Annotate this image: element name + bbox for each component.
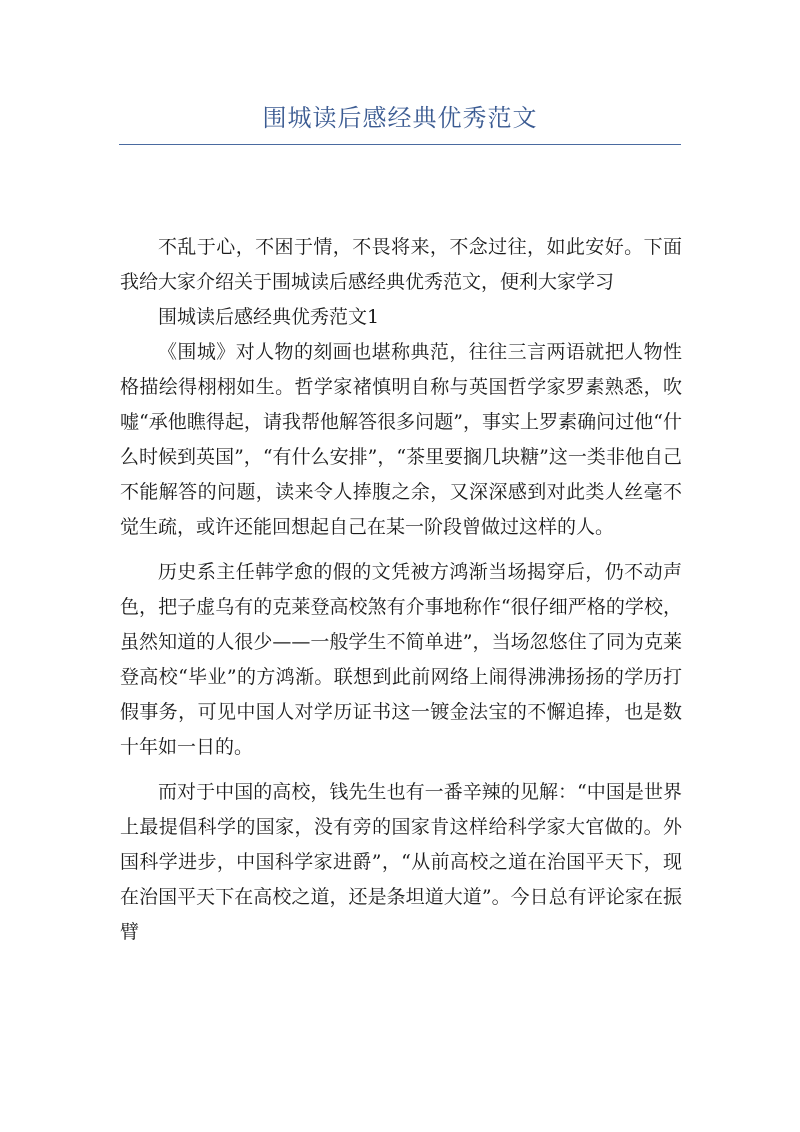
title-underline <box>119 144 681 145</box>
intro-paragraph: 不乱于心，不困于情，不畏将来，不念过往，如此安好。下面我给大家介绍关于围城读后感经典优秀范文，便利大家学习 <box>120 236 682 293</box>
document-title: 围城读后感经典优秀范文 <box>262 104 538 132</box>
body-paragraph-2: 历史系主任韩学愈的假的文凭被方鸿渐当场揭穿后，仍不动声色，把子虚乌有的克莱登高校煞有介事地称作“很仔细严格的学校，虽然知道的人很少——一般学生不简单进”，当场忽悠住了同为克莱登高校“毕业”的方鸿渐。联想到此前网络上闹得沸沸扬扬的学历打假事务，可见中国人对学历证书这一镀金法宝的不懈追捧，也是数十年如一日的。 <box>120 561 682 758</box>
body-paragraph-1: 《围城》对人物的刻画也堪称典范，往往三言两语就把人物性格描绘得栩栩如生。哲学家褚慎明自称与英国哲学家罗素熟悉，吹嘘“承他瞧得起，请我帮他解答很多问题”，事实上罗素确问过他“什么时候到英国”，“有什么安排”，“茶里要搁几块糖”这一类非他自己不能解答的问题，读来令人捧腹之余，又深深感到对此类人丝毫不觉生疏，或许还能回想起自己在某一阶段曾做过这样的人。 <box>120 341 682 538</box>
body-paragraph-3: 而对于中国的高校，钱先生也有一番辛辣的见解：“中国是世界上最提倡科学的国家，没有旁的国家肯这样给科学家大官做的。外国科学进步，中国科学家进爵”，“从前高校之道在治国平天下，现在治国平天下在高校之道，还是条坦道大道”。今日总有评论家在振臂 <box>120 781 682 943</box>
section-heading: 围城读后感经典优秀范文1 <box>158 306 380 328</box>
document-body <box>120 230 682 950</box>
